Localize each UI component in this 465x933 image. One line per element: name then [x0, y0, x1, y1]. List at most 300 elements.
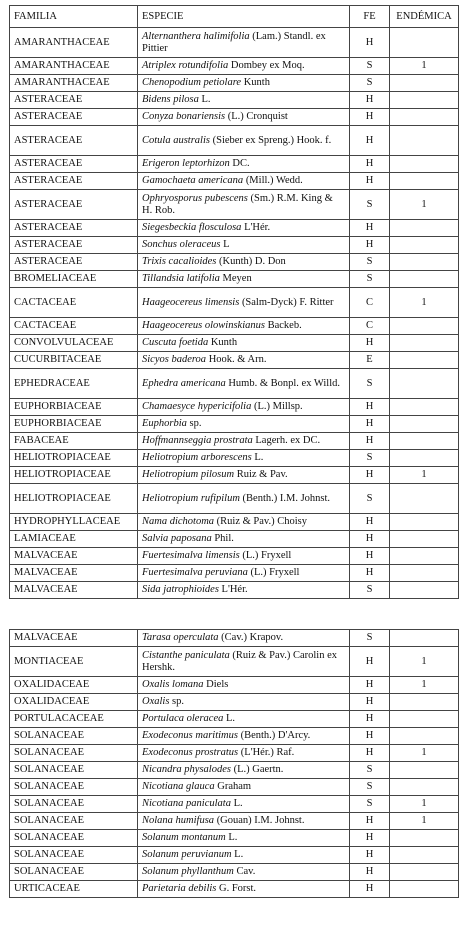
cell-endemica	[390, 416, 459, 433]
table-row	[10, 190, 459, 220]
species-name: Nicotiana paniculata	[142, 798, 231, 809]
species-name: Bidens pilosa	[142, 94, 199, 105]
species-authority: G. Forst.	[216, 883, 257, 894]
table-row	[10, 514, 459, 531]
cell-endemica: 1	[390, 288, 459, 318]
cell-familia: HELIOTROPIACEAE	[10, 484, 138, 514]
table-row	[10, 156, 459, 173]
table-row	[10, 369, 459, 399]
table-row	[10, 173, 459, 190]
species-name: Nicandra physalodes	[142, 764, 231, 775]
cell-endemica	[390, 881, 459, 898]
cell-fe: H	[350, 830, 390, 847]
species-name: Fuertesimalva peruviana	[142, 567, 248, 578]
species-authority: Diels	[203, 679, 229, 690]
cell-familia: AMARANTHACEAE	[10, 58, 138, 75]
cell-especie	[138, 254, 350, 271]
table-row	[10, 467, 459, 484]
cell-familia: HELIOTROPIACEAE	[10, 450, 138, 467]
cell-fe: H	[350, 220, 390, 237]
table-row	[10, 881, 459, 898]
table-row	[10, 237, 459, 254]
species-name: Cotula australis	[142, 134, 210, 146]
cell-endemica	[390, 531, 459, 548]
cell-especie	[138, 58, 350, 75]
cell-fe: S	[350, 450, 390, 467]
cell-fe: H	[350, 514, 390, 531]
table-row	[10, 75, 459, 92]
cell-fe: S	[350, 369, 390, 399]
cell-fe: H	[350, 548, 390, 565]
table-row	[10, 779, 459, 796]
table-row	[10, 745, 459, 762]
cell-fe: H	[350, 864, 390, 881]
table-row	[10, 92, 459, 109]
table-break	[9, 620, 458, 629]
species-authority: Cav.	[233, 866, 256, 877]
table-row	[10, 271, 459, 288]
species-authority: Kunth	[241, 77, 270, 88]
cell-fe: C	[350, 288, 390, 318]
cell-familia: MONTIACEAE	[10, 647, 138, 677]
species-authority: L.	[230, 798, 243, 809]
cell-familia: SOLANACEAE	[10, 830, 138, 847]
table-row	[10, 450, 459, 467]
table-row	[10, 694, 459, 711]
cell-especie	[138, 75, 350, 92]
cell-fe: H	[350, 813, 390, 830]
species-name: Chenopodium petiolare	[142, 77, 242, 88]
cell-familia: CACTACEAE	[10, 318, 138, 335]
species-authority: (L'Hér.) Raf.	[238, 747, 295, 758]
cell-especie	[138, 92, 350, 109]
species-authority: (Lam.) Standl. ex Pittier	[142, 30, 326, 54]
cell-endemica: 1	[390, 58, 459, 75]
cell-especie	[138, 881, 350, 898]
cell-endemica: 1	[390, 677, 459, 694]
table-row	[10, 399, 459, 416]
species-name: Solanum peruvianum	[142, 849, 232, 860]
cell-especie	[138, 433, 350, 450]
table-row	[10, 318, 459, 335]
cell-fe: S	[350, 630, 390, 647]
cell-familia: ASTERACEAE	[10, 237, 138, 254]
cell-especie	[138, 416, 350, 433]
table-header-row	[10, 6, 459, 28]
cell-fe: H	[350, 531, 390, 548]
cell-endemica: 1	[390, 796, 459, 813]
species-authority: (Ruiz & Pav.) Carolin ex Hershk.	[142, 649, 338, 673]
cell-endemica: 1	[390, 467, 459, 484]
cell-especie	[138, 450, 350, 467]
cell-especie	[138, 220, 350, 237]
cell-endemica	[390, 779, 459, 796]
species-authority: (L.) Cronquist	[225, 111, 288, 122]
cell-especie	[138, 762, 350, 779]
cell-endemica	[390, 271, 459, 288]
cell-familia: SOLANACEAE	[10, 762, 138, 779]
cell-especie	[138, 271, 350, 288]
cell-familia: MALVACEAE	[10, 582, 138, 599]
cell-endemica	[390, 254, 459, 271]
cell-fe: S	[350, 796, 390, 813]
cell-fe: H	[350, 173, 390, 190]
cell-fe: H	[350, 433, 390, 450]
cell-especie	[138, 369, 350, 399]
cell-familia: AMARANTHACEAE	[10, 75, 138, 92]
species-authority: Kunth	[208, 337, 238, 348]
table-row	[10, 711, 459, 728]
species-name: Sonchus oleraceus	[142, 239, 221, 250]
species-name: Portulaca oleracea	[142, 713, 224, 724]
header-endemica: ENDÉMICA	[390, 6, 459, 28]
cell-especie	[138, 484, 350, 514]
cell-familia: MALVACEAE	[10, 630, 138, 647]
species-authority: Dombey ex Moq.	[228, 60, 305, 71]
cell-fe: H	[350, 847, 390, 864]
cell-endemica	[390, 450, 459, 467]
cell-familia: ASTERACEAE	[10, 156, 138, 173]
cell-familia: OXALIDACEAE	[10, 677, 138, 694]
cell-familia: SOLANACEAE	[10, 796, 138, 813]
cell-fe: S	[350, 582, 390, 599]
species-name: Fuertesimalva limensis	[142, 550, 240, 561]
cell-endemica	[390, 399, 459, 416]
cell-fe: S	[350, 271, 390, 288]
cell-especie	[138, 728, 350, 745]
cell-fe: H	[350, 711, 390, 728]
cell-fe: H	[350, 694, 390, 711]
cell-fe: H	[350, 728, 390, 745]
cell-fe: H	[350, 28, 390, 58]
table-row	[10, 630, 459, 647]
species-name: Heliotropium arborescens	[142, 452, 252, 463]
cell-fe: H	[350, 399, 390, 416]
cell-especie	[138, 399, 350, 416]
cell-endemica	[390, 433, 459, 450]
species-name: Haageocereus olowinskianus	[142, 320, 265, 331]
cell-familia: HYDROPHYLLACEAE	[10, 514, 138, 531]
species-name: Salvia paposana	[142, 533, 212, 544]
species-name: Parietaria debilis	[142, 883, 217, 894]
species-name: Alternanthera halimifolia	[142, 30, 250, 42]
cell-endemica	[390, 762, 459, 779]
table-row	[10, 288, 459, 318]
species-name: Ephedra americana	[142, 377, 226, 389]
species-authority: DC.	[229, 158, 250, 169]
cell-especie	[138, 647, 350, 677]
species-authority: (Sieber ex Spreng.) Hook. f.	[209, 134, 332, 146]
cell-especie	[138, 318, 350, 335]
species-authority: (Mill.) Wedd.	[243, 175, 303, 186]
species-table	[9, 5, 459, 599]
species-authority: sp.	[169, 696, 185, 707]
cell-endemica	[390, 484, 459, 514]
cell-endemica	[390, 864, 459, 881]
table-row	[10, 864, 459, 881]
cell-especie	[138, 548, 350, 565]
cell-endemica	[390, 75, 459, 92]
cell-fe: S	[350, 254, 390, 271]
species-name: Euphorbia	[142, 418, 187, 429]
cell-endemica	[390, 582, 459, 599]
species-authority: L.	[223, 713, 236, 724]
species-name: Solanum montanum	[142, 832, 226, 843]
cell-especie	[138, 745, 350, 762]
species-name: Tarasa operculata	[142, 632, 219, 643]
cell-familia: SOLANACEAE	[10, 864, 138, 881]
header-fe: FE	[350, 6, 390, 28]
cell-endemica	[390, 92, 459, 109]
species-name: Erigeron leptorhizon	[142, 158, 230, 169]
cell-endemica: 1	[390, 647, 459, 677]
species-authority: (L.) Gaertn.	[230, 764, 284, 775]
table-row	[10, 582, 459, 599]
cell-endemica: 1	[390, 190, 459, 220]
cell-fe: H	[350, 416, 390, 433]
cell-especie	[138, 531, 350, 548]
species-name: Cuscuta foetida	[142, 337, 209, 348]
cell-familia: CUCURBITACEAE	[10, 352, 138, 369]
cell-fe: H	[350, 92, 390, 109]
species-authority: Humb. & Bonpl. ex Willd.	[225, 377, 341, 389]
species-authority: (L.) Millsp.	[251, 401, 303, 412]
cell-especie	[138, 711, 350, 728]
species-name: Nolana humifusa	[142, 815, 215, 826]
cell-familia: HELIOTROPIACEAE	[10, 467, 138, 484]
cell-especie	[138, 813, 350, 830]
cell-endemica	[390, 173, 459, 190]
species-authority: L	[220, 239, 230, 250]
cell-endemica	[390, 352, 459, 369]
species-authority: L.	[225, 832, 238, 843]
species-authority: (Kunth) D. Don	[216, 256, 286, 267]
table-row	[10, 484, 459, 514]
cell-familia: ASTERACEAE	[10, 92, 138, 109]
species-name: Siegesbeckia flosculosa	[142, 222, 242, 233]
cell-familia: MALVACEAE	[10, 565, 138, 582]
species-authority: (Salm-Dyck) F. Ritter	[239, 296, 334, 308]
cell-familia: LAMIACEAE	[10, 531, 138, 548]
cell-familia: OXALIDACEAE	[10, 694, 138, 711]
cell-endemica	[390, 514, 459, 531]
species-name: Cistanthe paniculata	[142, 649, 230, 661]
cell-especie	[138, 126, 350, 156]
cell-especie	[138, 565, 350, 582]
cell-familia: AMARANTHACEAE	[10, 28, 138, 58]
species-authority: L'Hér.	[218, 584, 248, 595]
cell-endemica	[390, 565, 459, 582]
species-authority: Graham	[214, 781, 252, 792]
table-row	[10, 433, 459, 450]
species-name: Exodeconus prostratus	[142, 747, 239, 758]
cell-endemica	[390, 728, 459, 745]
cell-endemica	[390, 318, 459, 335]
species-authority: L.	[198, 94, 211, 105]
cell-familia: PORTULACACEAE	[10, 711, 138, 728]
species-authority: (L.) Fryxell	[247, 567, 300, 578]
species-authority: (Sm.) R.M. King & H. Rob.	[142, 192, 333, 216]
cell-endemica	[390, 237, 459, 254]
cell-familia: SOLANACEAE	[10, 847, 138, 864]
cell-fe: H	[350, 881, 390, 898]
cell-fe: S	[350, 75, 390, 92]
cell-fe: S	[350, 58, 390, 75]
species-name: Sicyos baderoa	[142, 354, 207, 365]
cell-familia: CONVOLVULACEAE	[10, 335, 138, 352]
cell-especie	[138, 352, 350, 369]
cell-especie	[138, 514, 350, 531]
table-row	[10, 565, 459, 582]
cell-fe: H	[350, 109, 390, 126]
table-row	[10, 220, 459, 237]
species-authority: L'Hér.	[241, 222, 271, 233]
species-name: Haageocereus limensis	[142, 296, 240, 308]
cell-especie	[138, 173, 350, 190]
header-familia: FAMILIA	[10, 6, 138, 28]
cell-especie	[138, 694, 350, 711]
species-authority: (Ruiz & Pav.) Choisy	[214, 516, 307, 527]
cell-familia: URTICACEAE	[10, 881, 138, 898]
species-name: Oxalis lomana	[142, 679, 204, 690]
cell-familia: ASTERACEAE	[10, 190, 138, 220]
species-name: Atriplex rotundifolia	[142, 60, 229, 71]
cell-familia: MALVACEAE	[10, 548, 138, 565]
cell-fe: S	[350, 779, 390, 796]
cell-familia: ASTERACEAE	[10, 109, 138, 126]
cell-endemica	[390, 126, 459, 156]
cell-especie	[138, 847, 350, 864]
cell-fe: H	[350, 237, 390, 254]
table-row	[10, 109, 459, 126]
table-row	[10, 416, 459, 433]
cell-fe: E	[350, 352, 390, 369]
table-row	[10, 677, 459, 694]
species-authority: L.	[251, 452, 264, 463]
cell-especie	[138, 677, 350, 694]
table-row	[10, 847, 459, 864]
cell-fe: H	[350, 565, 390, 582]
cell-fe: H	[350, 126, 390, 156]
table-row	[10, 830, 459, 847]
cell-familia: SOLANACEAE	[10, 745, 138, 762]
species-name: Solanum phyllanthum	[142, 866, 234, 877]
species-authority: (Gouan) I.M. Johnst.	[214, 815, 305, 826]
cell-endemica	[390, 830, 459, 847]
cell-especie	[138, 796, 350, 813]
species-authority: (L.) Fryxell	[239, 550, 292, 561]
cell-familia: SOLANACEAE	[10, 779, 138, 796]
cell-endemica	[390, 28, 459, 58]
species-name: Ophryosporus pubescens	[142, 192, 248, 204]
species-name: Nicotiana glauca	[142, 781, 215, 792]
cell-especie	[138, 190, 350, 220]
cell-familia: EUPHORBIACEAE	[10, 416, 138, 433]
cell-fe: S	[350, 484, 390, 514]
cell-endemica	[390, 694, 459, 711]
species-name: Trixis cacalioides	[142, 256, 217, 267]
cell-especie	[138, 288, 350, 318]
species-authority: (Benth.) I.M. Johnst.	[239, 492, 331, 504]
table-row	[10, 647, 459, 677]
cell-endemica	[390, 369, 459, 399]
table-row	[10, 352, 459, 369]
cell-familia: ASTERACEAE	[10, 220, 138, 237]
cell-endemica	[390, 220, 459, 237]
header-especie: ESPECIE	[138, 6, 350, 28]
species-name: Oxalis	[142, 696, 170, 707]
cell-especie	[138, 467, 350, 484]
cell-familia: FABACEAE	[10, 433, 138, 450]
species-authority: sp.	[186, 418, 202, 429]
species-authority: Backeb.	[264, 320, 302, 331]
cell-fe: S	[350, 190, 390, 220]
cell-fe: H	[350, 467, 390, 484]
cell-familia: ASTERACEAE	[10, 254, 138, 271]
cell-especie	[138, 156, 350, 173]
species-name: Exodeconus maritimus	[142, 730, 238, 741]
species-name: Heliotropium rufipilum	[142, 492, 240, 504]
cell-familia: EUPHORBIACEAE	[10, 399, 138, 416]
species-name: Gamochaeta americana	[142, 175, 244, 186]
cell-endemica	[390, 847, 459, 864]
species-authority: (Benth.) D'Arcy.	[237, 730, 311, 741]
species-authority: Ruiz & Pav.	[234, 469, 288, 480]
species-name: Conyza bonariensis	[142, 111, 226, 122]
species-name: Hoffmannseggia prostrata	[142, 435, 253, 446]
cell-fe: H	[350, 677, 390, 694]
cell-familia: SOLANACEAE	[10, 728, 138, 745]
cell-endemica	[390, 335, 459, 352]
cell-endemica	[390, 630, 459, 647]
cell-endemica	[390, 156, 459, 173]
cell-familia: ASTERACEAE	[10, 173, 138, 190]
cell-fe: H	[350, 335, 390, 352]
table-row	[10, 126, 459, 156]
species-name: Sida jatrophioides	[142, 584, 219, 595]
cell-familia: SOLANACEAE	[10, 813, 138, 830]
table-row	[10, 548, 459, 565]
cell-especie	[138, 28, 350, 58]
table-row	[10, 28, 459, 58]
table-row	[10, 762, 459, 779]
cell-especie	[138, 109, 350, 126]
cell-fe: H	[350, 745, 390, 762]
cell-familia: ASTERACEAE	[10, 126, 138, 156]
table-row	[10, 254, 459, 271]
table-row	[10, 335, 459, 352]
species-authority: Hook. & Arn.	[206, 354, 267, 365]
species-name: Heliotropium pilosum	[142, 469, 235, 480]
table-row	[10, 531, 459, 548]
table-row	[10, 796, 459, 813]
cell-fe: H	[350, 156, 390, 173]
cell-fe: H	[350, 647, 390, 677]
cell-endemica	[390, 548, 459, 565]
species-authority: L.	[231, 849, 244, 860]
species-authority: Meyen	[219, 273, 252, 284]
cell-endemica	[390, 711, 459, 728]
cell-fe: S	[350, 762, 390, 779]
cell-especie	[138, 630, 350, 647]
cell-especie	[138, 237, 350, 254]
species-table-continued	[9, 629, 459, 898]
cell-fe: C	[350, 318, 390, 335]
cell-especie	[138, 335, 350, 352]
table-row	[10, 58, 459, 75]
cell-especie	[138, 582, 350, 599]
cell-especie	[138, 779, 350, 796]
